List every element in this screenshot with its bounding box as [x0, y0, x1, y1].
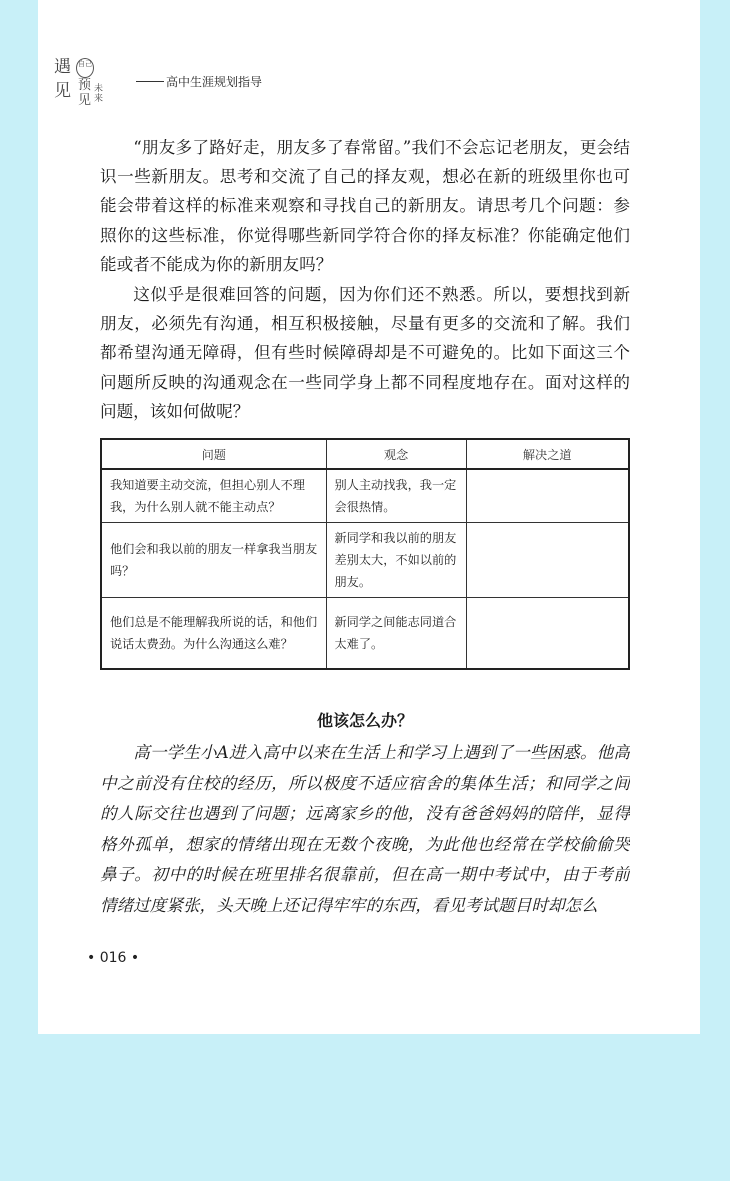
- paragraph-1: “朋友多了路好走，朋友多了春常留。”我们不会忘记老朋友，更会结识一些新朋友。思考和交流了自己的择友观，想必在新的班级里你也可能会带着这样的标准来观察和寻找自己的新朋友。请思考几个问题：参照你的这些标准，你觉得哪些新同学符合你的择友标准？你能确定他们能或者不能成为你的新朋友吗？: [100, 138, 630, 274]
- cell-solution[interactable]: [466, 469, 629, 523]
- logo-char-jian: 见: [54, 81, 71, 101]
- table-header-row: [101, 439, 629, 469]
- communication-table: [100, 438, 630, 670]
- logo-ziji-circle: 自己: [76, 58, 94, 78]
- cell-belief: 别人主动找我，我一定会很热情。: [326, 469, 466, 523]
- logo-char-yu: 遇: [54, 57, 71, 77]
- page-number: • 016 •: [87, 950, 140, 966]
- paragraph-2: 这似乎是很难回答的问题，因为你们还不熟悉。所以，要想找到新朋友，必须先有沟通，相互积极接触，尽量有更多的交流和了解。我们都希望沟通无障碍，但有些时候障碍却是不可避免的。比如下面这三个问题所反映的沟通观念在一些同学身上都不同程度地存在。面对这样的问题，该如何做呢？: [100, 285, 630, 421]
- cell-solution[interactable]: [466, 523, 629, 598]
- cell-belief: 新同学和我以前的朋友差别太大，不如以前的朋友。: [326, 523, 466, 598]
- header-solution: 解决之道: [466, 439, 629, 469]
- logo-weilai: 未来: [94, 84, 104, 104]
- cell-problem: 他们会和我以前的朋友一样拿我当朋友吗？: [101, 523, 326, 598]
- cell-solution[interactable]: [466, 598, 629, 670]
- header-problem: 问题: [101, 439, 326, 469]
- running-header-title: 高中生涯规划指导: [166, 75, 263, 89]
- section-heading: 他该怎么办？: [316, 711, 413, 730]
- series-logo: [54, 50, 134, 112]
- cell-problem: 他们总是不能理解我所说的话，和他们说话太费劲。为什么沟通这么难？: [101, 598, 326, 670]
- table-row: [101, 469, 629, 523]
- logo-yujian: 预见: [78, 78, 92, 108]
- header-belief: 观念: [326, 439, 466, 469]
- header-divider: [136, 81, 164, 82]
- table-row: [101, 598, 629, 670]
- cell-problem: 我知道要主动交流，但担心别人不理我，为什么别人就不能主动点？: [101, 469, 326, 523]
- case-story: 高一学生小A进入高中以来在生活上和学习上遇到了一些困惑。他高中之前没有住校的经历，所以极度不适应宿舍的集体生活；和同学之间的人际交往也遇到了问题；远离家乡的他，没有爸爸妈妈的陪伴，显得格外孤单，想家的情绪出现在无数个夜晚，为此他也经常在学校偷偷哭鼻子。初中的时候在班里排名很靠前，但在高一期中考试中，由于考前情绪过度紧张，头天晚上还记得牢牢的东西，看见考试题目时却怎么: [100, 743, 630, 915]
- cell-belief: 新同学之间能志同道合太难了。: [326, 598, 466, 670]
- table-row: [101, 523, 629, 598]
